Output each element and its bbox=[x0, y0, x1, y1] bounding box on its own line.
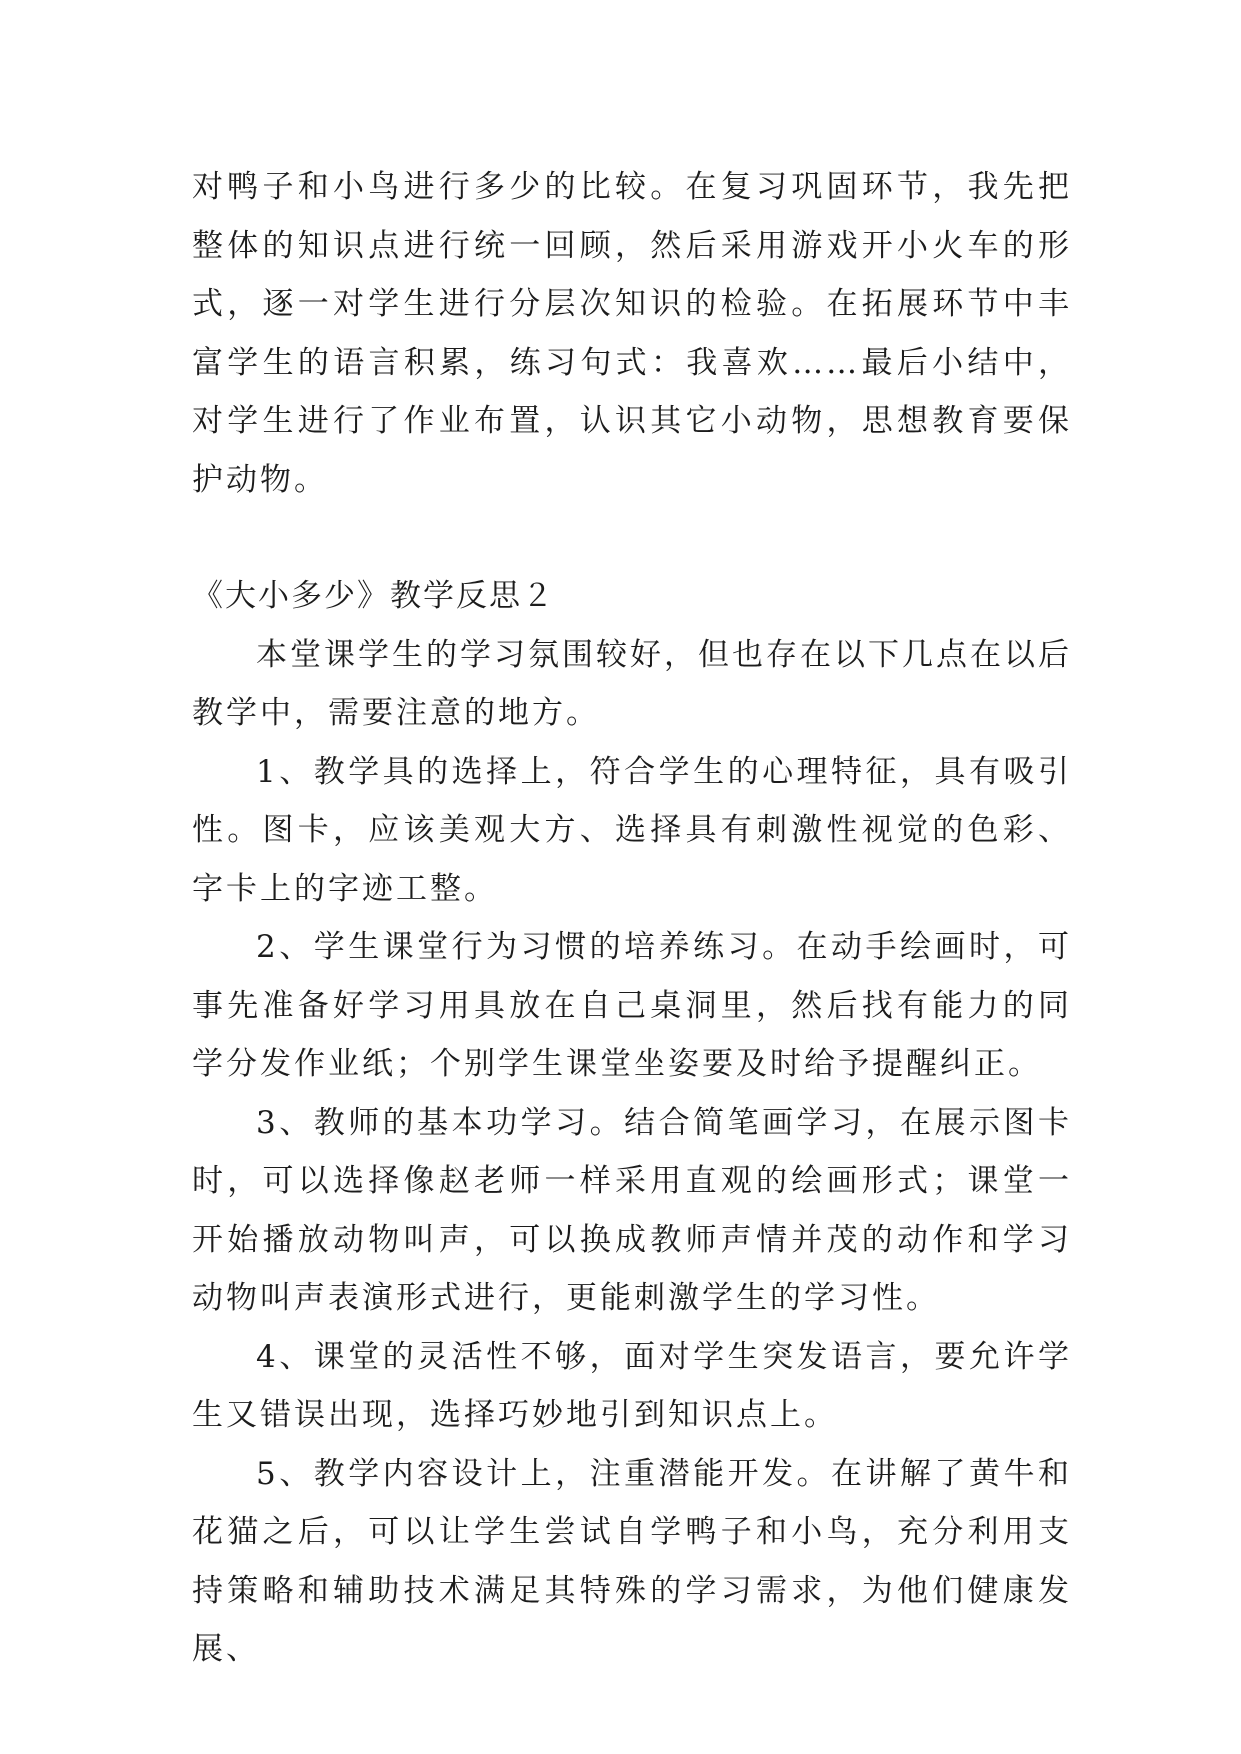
point-paragraph-2: 2、学生课堂行为习惯的培养练习。在动手绘画时，可事先准备好学习用具放在自己桌洞里，然后找有能力的同学分发作业纸；个别学生课堂坐姿要及时给予提醒纠正。 bbox=[192, 929, 1072, 1082]
intro-paragraph: 本堂课学生的学习氛围较好，但也存在以下几点在以后教学中，需要注意的地方。 bbox=[192, 636, 1072, 731]
document-body bbox=[192, 158, 1072, 1679]
continuation-paragraph: 对鸭子和小鸟进行多少的比较。在复习巩固环节，我先把整体的知识点进行统一回顾，然后采用游戏开小火车的形式，逐一对学生进行分层次知识的检验。在拓展环节中丰富学生的语言积累，练习句式：我喜欢……最后小结中，对学生进行了作业布置，认识其它小动物，思想教育要保护动物。 bbox=[192, 169, 1072, 498]
point-paragraph-1: 1、教学具的选择上，符合学生的心理特征，具有吸引性。图卡，应该美观大方、选择具有刺激性视觉的色彩、字卡上的字迹工整。 bbox=[192, 753, 1072, 907]
point-paragraph-4: 4、课堂的灵活性不够，面对学生突发语言，要允许学生又错误出现，选择巧妙地引到知识点上。 bbox=[192, 1338, 1072, 1433]
section-title: 《大小多少》教学反思２ bbox=[192, 578, 555, 614]
point-paragraph-5: 5、教学内容设计上，注重潜能开发。在讲解了黄牛和花猫之后，可以让学生尝试自学鸭子和小鸟，充分利用支持策略和辅助技术满足其特殊的学习需求，为他们健康发展、 bbox=[192, 1455, 1072, 1667]
point-paragraph-3: 3、教师的基本功学习。结合简笔画学习，在展示图卡时，可以选择像赵老师一样采用直观的绘画形式；课堂一开始播放动物叫声，可以换成教师声情并茂的动作和学习动物叫声表演形式进行，更能刺激学生的学习性。 bbox=[192, 1104, 1072, 1316]
